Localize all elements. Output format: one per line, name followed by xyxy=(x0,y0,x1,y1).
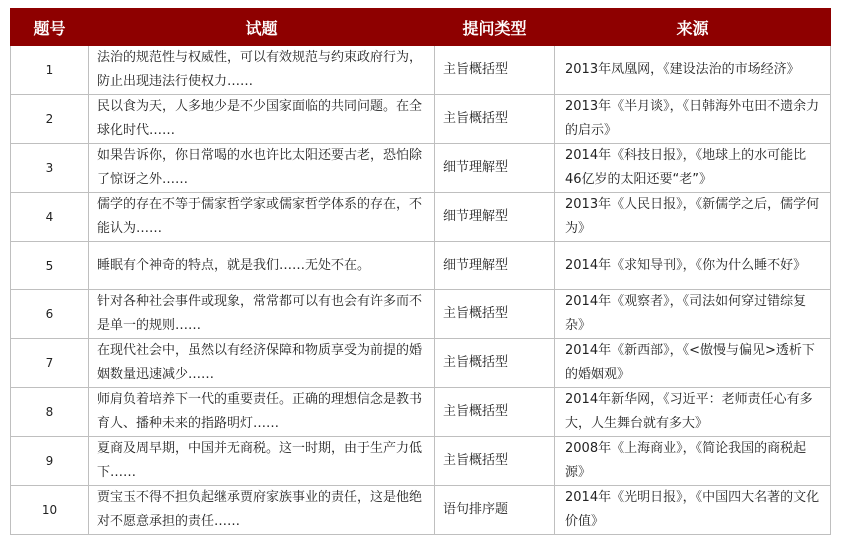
table-row xyxy=(11,486,831,535)
header-question: 试题 xyxy=(89,9,435,46)
cell-question: 贾宝玉不得不担负起继承贾府家族事业的责任，这是他绝对不愿意承担的责任…… xyxy=(89,486,435,535)
cell-num: 4 xyxy=(11,193,89,242)
cell-source: 2014年《光明日报》，《中国四大名著的文化价值》 xyxy=(555,486,831,535)
cell-question: 法治的规范性与权威性，可以有效规范与约束政府行为，防止出现违法行使权力…… xyxy=(89,46,435,95)
cell-question: 针对各种社会事件或现象，常常都可以有也会有许多而不是单一的规则…… xyxy=(89,290,435,339)
cell-num: 5 xyxy=(11,242,89,290)
table-row xyxy=(11,46,831,95)
cell-num: 8 xyxy=(11,388,89,437)
cell-type: 细节理解型 xyxy=(435,193,555,242)
cell-source: 2014年《科技日报》，《地球上的水可能比46亿岁的太阳还要“老”》 xyxy=(555,144,831,193)
cell-source: 2008年《上海商业》，《简论我国的商税起源》 xyxy=(555,437,831,486)
cell-type: 细节理解型 xyxy=(435,242,555,290)
cell-source: 2014年《新西部》，《<傲慢与偏见>透析下的婚姻观》 xyxy=(555,339,831,388)
cell-source: 2013年《半月谈》，《日韩海外屯田不遗余力的启示》 xyxy=(555,95,831,144)
table-row xyxy=(11,95,831,144)
question-source-table-wrapper xyxy=(10,8,830,535)
cell-num: 1 xyxy=(11,46,89,95)
cell-type: 主旨概括型 xyxy=(435,437,555,486)
table-row xyxy=(11,437,831,486)
cell-question: 民以食为天，人多地少是不少国家面临的共同问题。在全球化时代…… xyxy=(89,95,435,144)
cell-num: 7 xyxy=(11,339,89,388)
cell-num: 3 xyxy=(11,144,89,193)
table-body xyxy=(11,46,831,535)
cell-source: 2014年《观察者》，《司法如何穿过错综复杂》 xyxy=(555,290,831,339)
cell-source: 2013年《人民日报》，《新儒学之后，儒学何为》 xyxy=(555,193,831,242)
cell-type: 主旨概括型 xyxy=(435,339,555,388)
table-row xyxy=(11,193,831,242)
cell-question: 师肩负着培养下一代的重要责任。正确的理想信念是教书育人、播种未来的指路明灯…… xyxy=(89,388,435,437)
cell-num: 6 xyxy=(11,290,89,339)
cell-num: 2 xyxy=(11,95,89,144)
cell-num: 10 xyxy=(11,486,89,535)
cell-question: 儒学的存在不等于儒家哲学家或儒家哲学体系的存在，不能认为…… xyxy=(89,193,435,242)
table-row xyxy=(11,290,831,339)
table-header xyxy=(11,9,831,46)
cell-question: 在现代社会中，虽然以有经济保障和物质享受为前提的婚姻数量迅速减少…… xyxy=(89,339,435,388)
header-source: 来源 xyxy=(555,9,831,46)
cell-type: 主旨概括型 xyxy=(435,95,555,144)
cell-question: 夏商及周早期，中国并无商税。这一时期，由于生产力低下…… xyxy=(89,437,435,486)
cell-type: 主旨概括型 xyxy=(435,388,555,437)
question-source-table xyxy=(10,8,831,535)
cell-type: 语句排序题 xyxy=(435,486,555,535)
header-num: 题号 xyxy=(11,9,89,46)
cell-num: 9 xyxy=(11,437,89,486)
cell-type: 细节理解型 xyxy=(435,144,555,193)
table-row xyxy=(11,339,831,388)
cell-type: 主旨概括型 xyxy=(435,46,555,95)
header-row xyxy=(11,9,831,46)
cell-source: 2014年新华网，《习近平：老师责任心有多大，人生舞台就有多大》 xyxy=(555,388,831,437)
table-row xyxy=(11,144,831,193)
cell-question: 睡眠有个神奇的特点，就是我们……无处不在。 xyxy=(89,242,435,290)
cell-source: 2014年《求知导刊》，《你为什么睡不好》 xyxy=(555,242,831,290)
cell-type: 主旨概括型 xyxy=(435,290,555,339)
table-row xyxy=(11,242,831,290)
header-type: 提问类型 xyxy=(435,9,555,46)
table-row xyxy=(11,388,831,437)
cell-source: 2013年凤凰网，《建设法治的市场经济》 xyxy=(555,46,831,95)
cell-question: 如果告诉你，你日常喝的水也许比太阳还要古老，恐怕除了惊讶之外…… xyxy=(89,144,435,193)
